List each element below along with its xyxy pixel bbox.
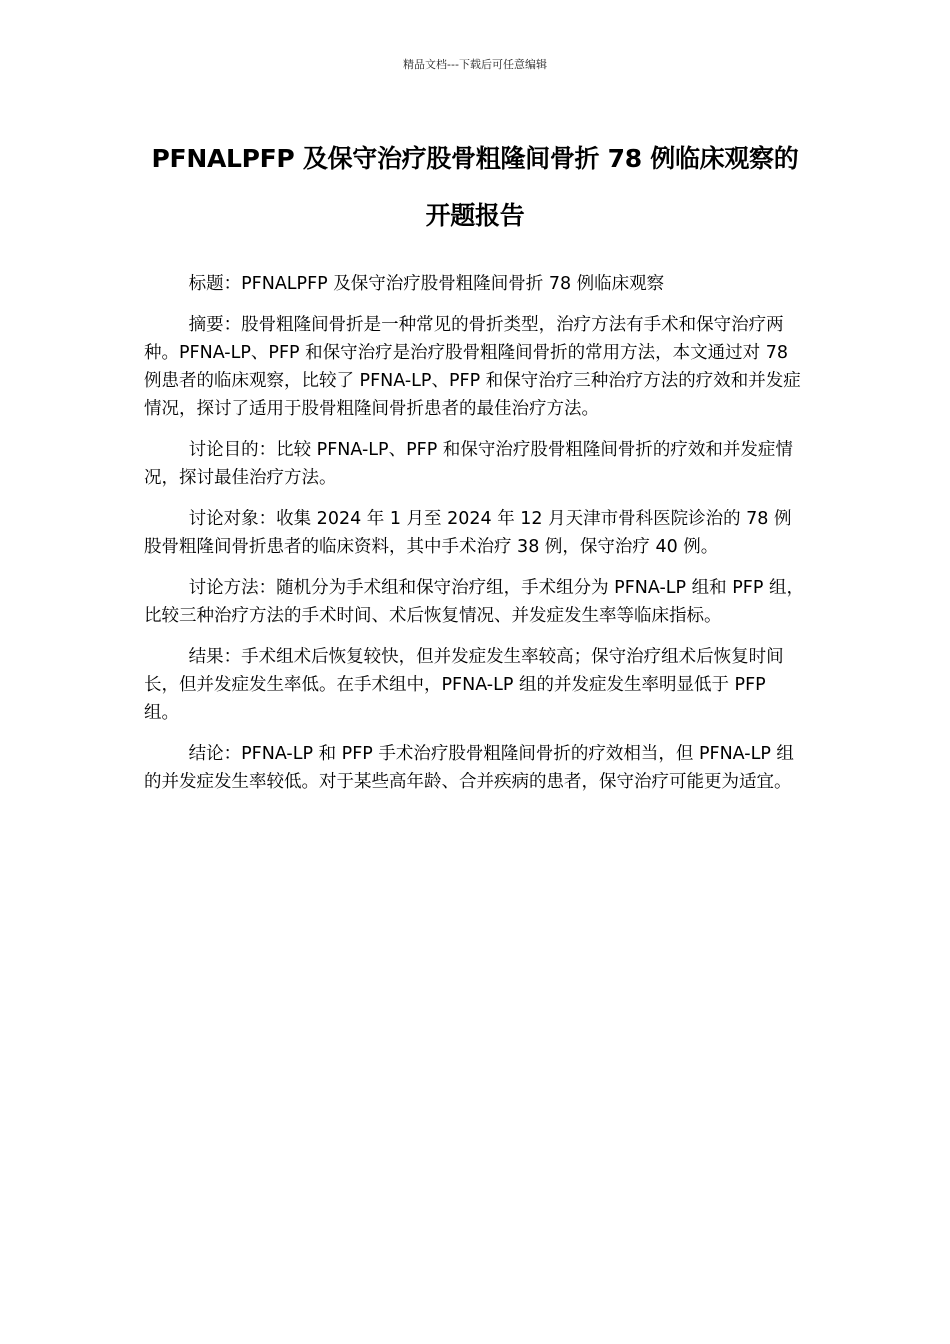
paragraph-methods: 讨论方法：随机分为手术组和保守治疗组，手术组分为 PFNA-LP 组和 PFP 组，比较三种治疗方法的手术时间、术后恢复情况、并发症发生率等临床指标。 <box>144 578 804 626</box>
paragraph-abstract: 摘要：股骨粗隆间骨折是一种常见的骨折类型，治疗方法有手术和保守治疗两种。PFNA-LP、PFP 和保守治疗是治疗股骨粗隆间骨折的常用方法，本文通过对 78 例患者的临床观察，比较了 PFNA-LP、PFP 和保守治疗三种治疗方法的疗效和并发症情况，探讨了适用于股骨粗隆间骨折患者的最佳治疗方法。 <box>144 315 801 419</box>
document-body <box>144 270 804 809</box>
paragraph-subjects: 讨论对象：收集 2024 年 1 月至 2024 年 12 月天津市骨科医院诊治的 78 例股骨粗隆间骨折患者的临床资料，其中手术治疗 38 例，保守治疗 40 例。 <box>144 509 792 557</box>
paragraph-purpose: 讨论目的：比较 PFNA-LP、PFP 和保守治疗股骨粗隆间骨折的疗效和并发症情况，探讨最佳治疗方法。 <box>144 440 793 488</box>
paragraph-title-line: 标题：PFNALPFP 及保守治疗股骨粗隆间骨折 78 例临床观察 <box>188 274 665 294</box>
paragraph-conclusion: 结论：PFNA-LP 和 PFP 手术治疗股骨粗隆间骨折的疗效相当，但 PFNA-LP 组的并发症发生率较低。对于某些高年龄、合并疾病的患者，保守治疗可能更为适宜。 <box>144 744 794 792</box>
page-header: 精品文档---下载后可任意编辑 <box>403 58 547 71</box>
document-title: PFNALPFP 及保守治疗股骨粗隆间骨折 78 例临床观察的开题报告 <box>151 144 799 230</box>
paragraph-results: 结果：手术组术后恢复较快，但并发症发生率较高；保守治疗组术后恢复时间长，但并发症发生率低。在手术组中，PFNA-LP 组的并发症发生率明显低于 PFP 组。 <box>144 647 784 723</box>
